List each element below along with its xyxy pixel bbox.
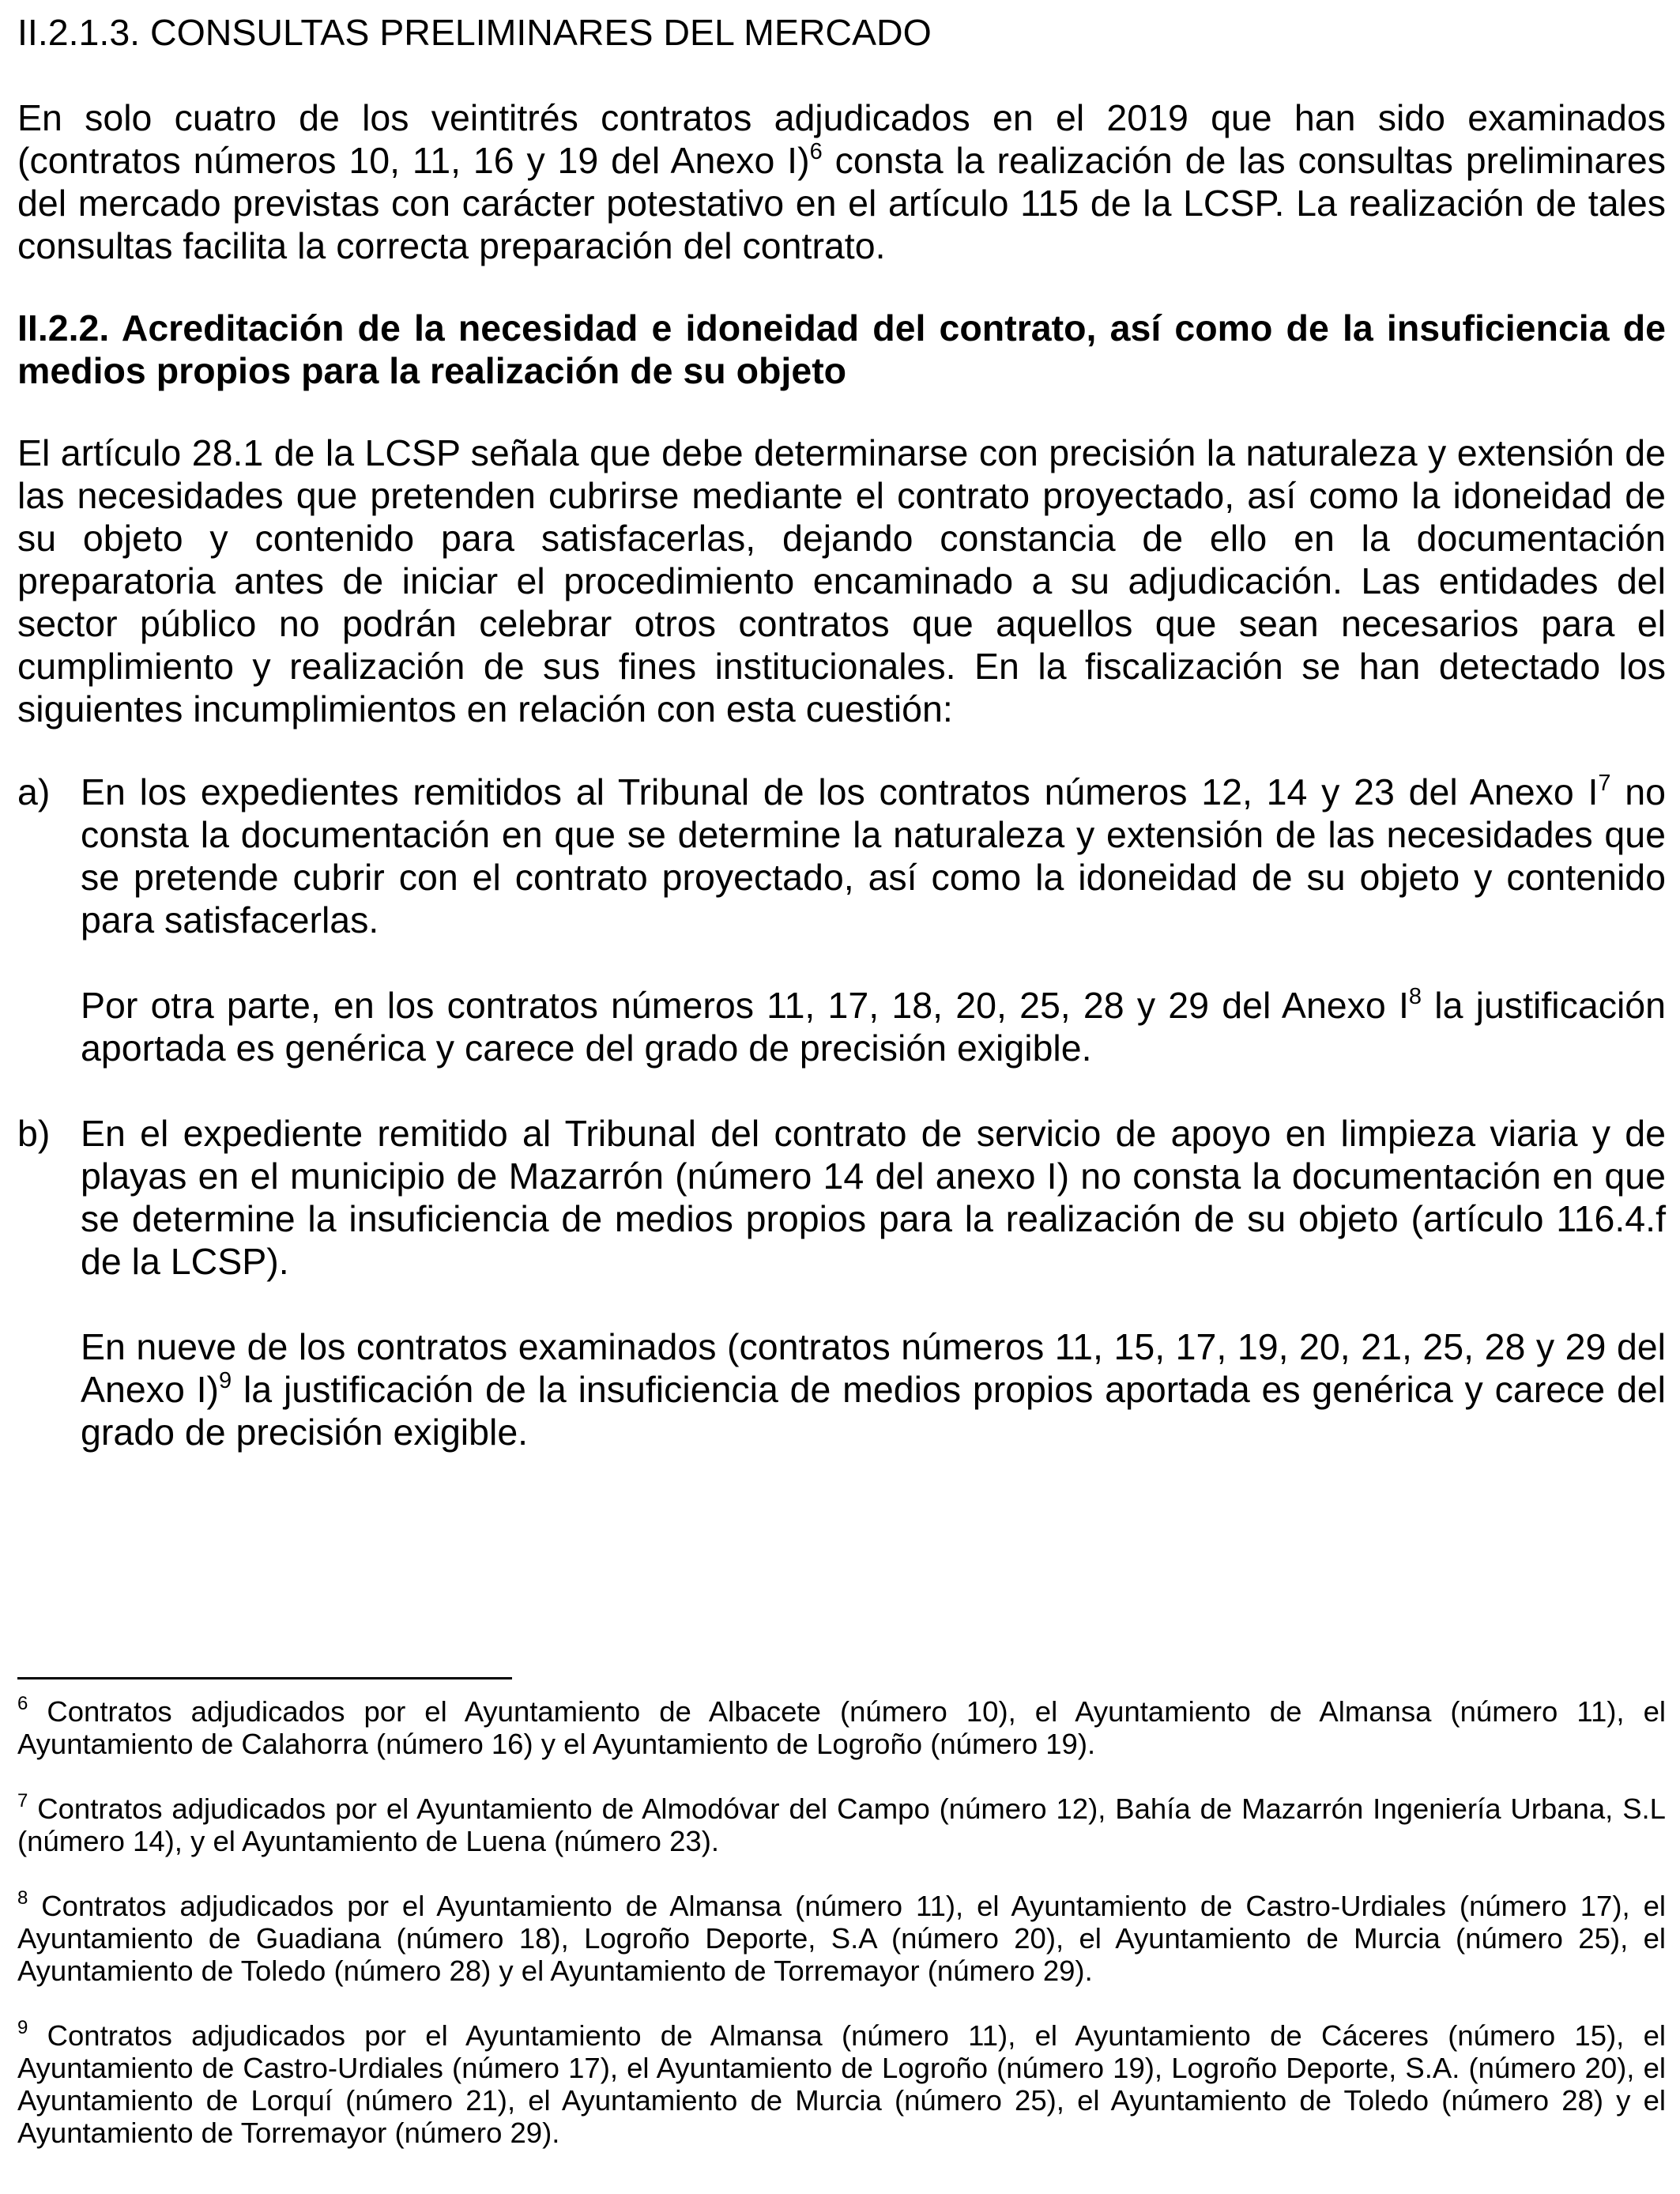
paragraph-consultas [17,96,1666,267]
paragraph-text: la justificación aportada es genérica y carece del grado de precisión exigible. [81,985,1667,1069]
footnote-text: Contratos adjudicados por el Ayuntamiento de Albacete (número 10), el Ayuntamiento de Almansa (número 11), el Ayuntamiento de Calahorra (número 16) y el Ayuntamiento de Logroño (número 19). [17,1695,1666,1760]
paragraph-articulo-28: El artículo 28.1 de la LCSP señala que debe determinarse con precisión la naturaleza y extensión de las necesidades que pretenden cubrirse mediante el contrato proyectado, así como la idoneidad de su objeto y contenido para satisfacerlas, dejando constancia de ello en la documentación preparatoria antes de iniciar el procedimiento encaminado a su adjudicación. Las entidades del sector público no podrán celebrar otros contratos que aquellos que sean necesarios para el cumplimiento y realización de sus fines institucionales. En la fiscalización se han detectado los siguientes incumplimientos en relación con esta cuestión: [17,432,1666,729]
footnote-6 [17,1695,1666,1760]
paragraph-text: consta la realización de las consultas preliminares del mercado previstas con carácter potestativo en el artículo 115 de la LCSP. La realización de tales consultas facilita la correcta preparación del contrato. [17,140,1666,266]
footnote-text: Contratos adjudicados por el Ayuntamiento de Almansa (número 11), el Ayuntamiento de Cáceres (número 15), el Ayuntamiento de Castro-Urdiales (número 17), el Ayuntamiento de Logroño (número 19), Logroño Deporte, S.A. (número 20), el Ayuntamiento de Lorquí (número 21), el Ayuntamiento de Murcia (número 25), el Ayuntamiento de Toledo (número 28) y el Ayuntamiento de Torremayor (número 29). [17,2019,1666,2149]
footnote-number: 8 [17,1887,28,1909]
footnote-text: Contratos adjudicados por el Ayuntamiento de Almansa (número 11), el Ayuntamiento de Castro-Urdiales (número 17), el Ayuntamiento de Guadiana (número 18), Logroño Deporte, S.A (número 20), el Ayuntamiento de Murcia (número 25), el Ayuntamiento de Toledo (número 28) y el Ayuntamiento de Torremayor (número 29). [17,1890,1666,1987]
incumplimientos-list [17,771,1666,1453]
footnote-number: 6 [17,1693,28,1714]
footnote-ref-9[interactable]: 9 [219,1368,232,1393]
list-item-a [17,771,1666,1069]
footnote-8 [17,1887,1666,1987]
footnote-ref-8[interactable]: 8 [1408,984,1422,1009]
list-marker-a: a) [17,771,51,812]
footnote-9 [17,2019,1666,2149]
footnote-text: Contratos adjudicados por el Ayuntamiento de Almodóvar del Campo (número 12), Bahía de Mazarrón Ingeniería Urbana, S.L (número 14), y el Ayuntamiento de Luena (número 23). [17,1793,1666,1857]
footnote-7 [17,1790,1666,1857]
document-page [17,11,1666,1453]
section-heading-consultas: II.2.1.3. CONSULTAS PRELIMINARES DEL MERCADO [17,12,932,53]
item-a-paragraph-1 [81,771,1666,941]
section-heading-necesidad: II.2.2. Acreditación de la necesidad e idoneidad del contrato, así como de la insuficiencia de medios propios para la realización de su objeto [17,307,1666,391]
paragraph-text: En nueve de los contratos examinados (contratos números 11, 15, 17, 19, 20, 21, 25, 28 y 29 del Anexo I) [81,1326,1666,1410]
item-b-paragraph-2 [81,1325,1666,1453]
footnote-number: 9 [17,2017,28,2038]
paragraph-text: Por otra parte, en los contratos números 11, 17, 18, 20, 25, 28 y 29 del Anexo I [81,985,1409,1026]
footnote-ref-6[interactable]: 6 [809,139,823,164]
item-a-paragraph-2 [81,984,1666,1069]
item-b-paragraph-1: En el expediente remitido al Tribunal del contrato de servicio de apoyo en limpieza viaria y de playas en el municipio de Mazarrón (número 14 del anexo I) no consta la documentación en que se determine la insuficiencia de medios propios para la realización de su objeto (artículo 116.4.f de la LCSP). [81,1113,1666,1282]
list-item-b [17,1112,1666,1453]
paragraph-text: En solo cuatro de los veintitrés contratos adjudicados en el 2019 que han sido examinados (contratos números 10, 11, 16 y 19 del Anexo I) [17,97,1666,181]
footnotes [17,1695,1666,2149]
footnote-separator [17,1677,512,1679]
footnote-number: 7 [17,1790,28,1811]
list-marker-b: b) [17,1113,51,1154]
footnote-ref-7[interactable]: 7 [1598,771,1611,796]
paragraph-text: no consta la documentación en que se determine la naturaleza y extensión de las necesidades que se pretende cubrir con el contrato proyectado, así como la idoneidad de su objeto y contenido para satisfacerlas. [81,771,1666,941]
paragraph-text: En los expedientes remitidos al Tribunal de los contratos números 12, 14 y 23 del Anexo I [81,771,1599,812]
paragraph-text: la justificación de la insuficiencia de medios propios aportada es genérica y carece del grado de precisión exigible. [81,1369,1667,1453]
